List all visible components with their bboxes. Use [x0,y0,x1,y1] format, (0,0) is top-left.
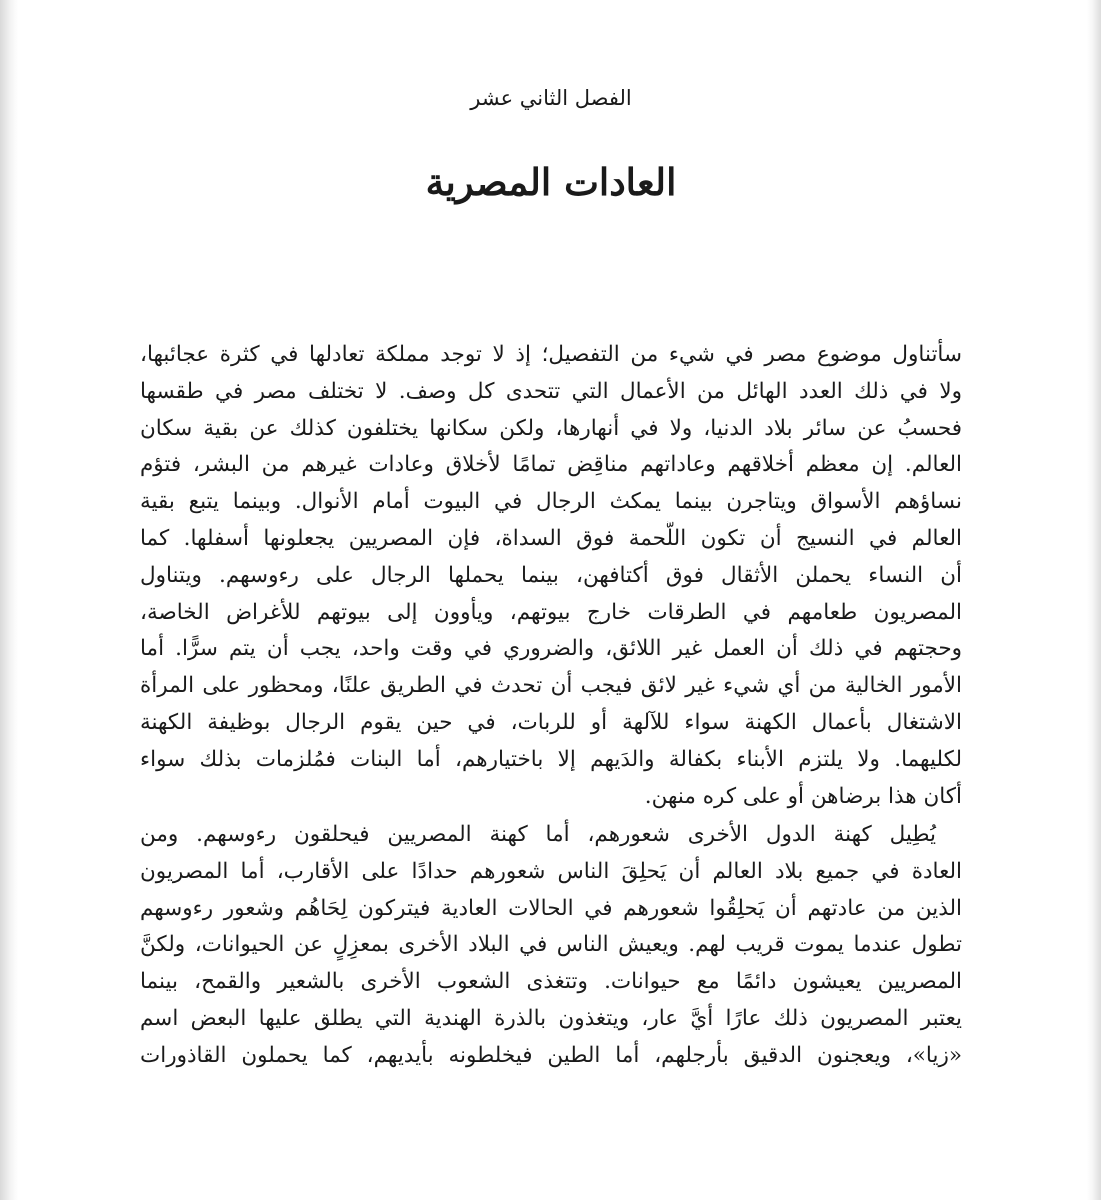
body-text [140,337,962,1075]
chapter-title: العادات المصرية [425,160,677,204]
text-line: تطول عندما يموت قريب لهم. ويعيش الناس في البلاد الأخرى بمعزِلٍ عن الحيوانات، ولكنَّ [140,932,962,958]
text-line: الأمور الخالية من أي شيء غير لائق فيجب أن تحدث في الطريق علنًا، ومحظور على المرأة [140,673,962,699]
text-line: يعتبر المصريون ذلك عارًا أيَّ عار، ويتغذون بالذرة الهندية التي يطلق عليها البعض اسم [140,1005,962,1031]
text-line: الذين من عادتهم أن يَحلِقُوا شعورهم في الحالات العادية فيتركون لِحَاهُم وشعور رءوسهم [140,895,962,921]
text-line: أن النساء يحملن الأثقال فوق أكتافهن، بينما يحملها الرجال على رءوسهم. ويتناول [140,562,962,588]
text-line: يُطِيل كهنة الدول الأخرى شعورهم، أما كهنة المصريين فيحلقون رءوسهم. ومن [140,821,936,847]
text-line: أكان هذا برضاهن أو على كره منهن. [644,783,962,809]
text-line: العادة في جميع بلاد العالم أن يَحلِقَ الناس شعورهم حدادًا على الأقارب، أما المصريون [140,858,962,884]
text-line: المصريين يعيشون دائمًا مع حيوانات. وتتغذى الشعوب الأخرى بالشعير والقمح، بينما [140,969,962,995]
text-line: فحسبُ عن سائر بلاد الدنيا، ولا في أنهارها، ولكن سكانها يختلفون كذلك عن بقية سكان [140,415,962,441]
book-page [140,0,962,1200]
text-line: وحجتهم في ذلك أن العمل غير اللائق، والضروري في وقت واحد، يجب أن يتم سرًّا. أما [140,636,962,662]
page-edge-shadow-right [1087,0,1101,1200]
paragraph-1 [140,337,962,815]
text-line: المصريون طعامهم في الطرقات خارج بيوتهم، ويأوون إلى بيوتهم للأغراض الخاصة، [140,599,962,625]
text-line: العالم. إن معظم أخلاقهم وعاداتهم مناقِض تمامًا لأخلاق وعادات غيرهم من البشر، فتؤم [140,452,962,478]
text-line: سأتناول موضوع مصر في شيء من التفصيل؛ إذ لا توجد مملكة تعادلها في كثرة عجائبها، [140,342,962,367]
text-line: نساؤهم الأسواق ويتاجرن بينما يمكث الرجال في البيوت أمام الأنوال. وبينما يتبع بقية [140,489,962,515]
text-line: الاشتغال بأعمال الكهنة سواء للآلهة أو للربات، في حين يقوم الرجال بوظيفة الكهنة [140,709,962,735]
page-edge-shadow-left [0,0,18,1200]
text-line: «زيا»، ويعجنون الدقيق بأرجلهم، أما الطين فيخلطونه بأيديهم، كما يحملون القاذورات [140,1042,962,1068]
text-line: العالم في النسيج أن تكون اللُّحمة فوق السداة، فإن المصريين يجعلونها أسفلها. كما [140,525,962,551]
text-line: ولا في ذلك العدد الهائل من الأعمال التي تتحدى كل وصف. لا تختلف مصر في طقسها [140,378,962,404]
paragraph-2 [140,817,962,1075]
chapter-number: الفصل الثاني عشر [470,86,632,110]
text-line: لكليهما. ولا يلتزم الأبناء بكفالة والدَيهم إلا باختيارهم، أما البنات فمُلزمات بذلك سواء [140,746,962,772]
